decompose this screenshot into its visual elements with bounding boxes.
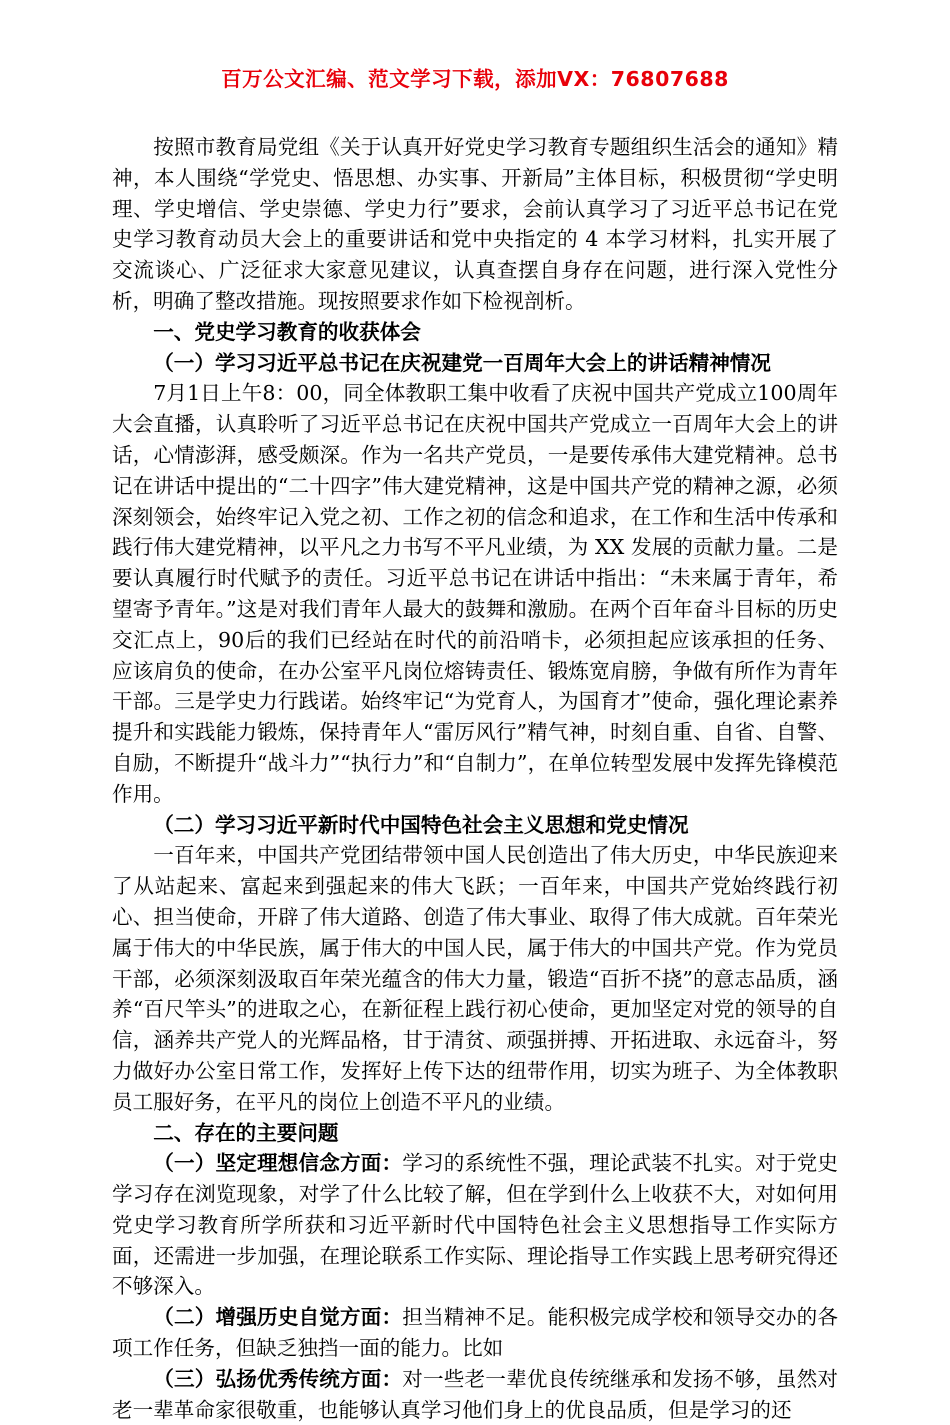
watermark-text: 百万公文汇编、范文学习下载，添加VX：76807688 [221,67,729,91]
paragraph-2-2-text: 担当精神不足。能积极完成学校和领导交办的各项工作任务，但缺乏独挡一面的能力。比如 [112,1305,839,1361]
heading-section-1: 一、党史学习教育的收获体会 [153,319,421,344]
paragraph-1-1: 7月1日上午8：00，同全体教职工集中收看了庆祝中国共产党成立100周年大会直播，认真聆听了习近平总书记在庆祝中国共产党成立一百周年大会上的讲话，心情澎湃，感受颇深。作为一名共产党员，一是要传承伟大建党精神。总书记在讲话中提出的“二十四字”伟大建党精神，这是中国共产党的精神之源，必须深刻领会，始终牢记入党之初、工作之初的信念和追求，在工作和生活中传承和践行伟大建党精神，以平凡之力书写不平凡业绩，为 XX 发展的贡献力量。二是要认真履行时代赋予的责任。习近平总书记在讲话中指出：“未来属于青年，希望寄予青年。”这是对我们青年人最大的鼓舞和激励。在两个百年奋斗目标的历史交汇点上，90后的我们已经站在时代的前沿哨卡，必须担起应该承担的任务、应该肩负的使命，在办公室平凡岗位熔铸责任、锻炼宽肩膀，争做有所作为青年干部。三是学史力行践诺。始终牢记“为党育人，为国育才”使命，强化理论素养提升和实践能力锻炼，保持青年人“雷厉风行”精气神，时刻自重、自省、自警、自励，不断提升“战斗力”“执行力”和“自制力”，在单位转型发展中发挥先锋模范作用。 [112,381,838,806]
document-body [112,132,838,1425]
paragraph-1-2: 一百年来，中国共产党团结带领中国人民创造出了伟大历史，中华民族迎来了从站起来、富起来到强起来的伟大飞跃；一百年来，中国共产党始终践行初心、担当使命，开辟了伟大道路、创造了伟大事业、取得了伟大成就。百年荣光属于伟大的中华民族，属于伟大的中国人民，属于伟大的中国共产党。作为党员干部，必须深刻汲取百年荣光蕴含的伟大力量，锻造“百折不挠”的意志品质，涵养“百尺竿头”的进取之心，在新征程上践行初心使命，更加坚定对党的领导的自信，涵养共产党人的光辉品格，甘于清贫、顽强拼搏、开拓进取、永远奋斗，努力做好办公室日常工作，发挥好上传下达的纽带作用，切实为班子、为全体教职员工服好务，在平凡的岗位上创造不平凡的业绩。 [112,843,838,1114]
paragraph-2-3 [112,1364,838,1425]
paragraph-2-2 [112,1302,838,1364]
subheading-section-1-2: （二）学习习近平新时代中国特色社会主义思想和党史情况 [153,812,689,837]
heading-section-2: 二、存在的主要问题 [153,1120,339,1145]
paragraph-2-1-lead: （一）坚定理想信念方面： [153,1151,403,1176]
paragraph-2-3-lead: （三）弘扬优秀传统方面： [153,1366,403,1391]
paragraph-2-1 [112,1148,838,1302]
paragraph-intro: 按照市教育局党组《关于认真开好党史学习教育专题组织生活会的通知》精神，本人围绕“学党史、悟思想、办实事、开新局”主体目标，积极贯彻“学史明理、学史增信、学史崇德、学史力行”要求，会前认真学习了习近平总书记在党史学习教育动员大会上的重要讲话和党中央指定的 4 本学习材料，扎实开展了交流谈心、广泛征求大家意见建议，认真查摆自身存在问题，进行深入党性分析，明确了整改措施。现按照要求作如下检视剖析。 [112,135,838,313]
paragraph-2-3-text: 对一些老一辈优良传统继承和发扬不够，虽然对老一辈革命家很敬重，也能够认真学习他们身上的优良品质，但是学习的还 [112,1366,839,1422]
document-page [0,62,950,1422]
subheading-section-1-1: （一）学习习近平总书记在庆祝建党一百周年大会上的讲话精神情况 [153,350,771,375]
paragraph-2-2-lead: （二）增强历史自觉方面： [153,1305,403,1330]
paragraph-2-1-text: 学习的系统性不强，理论武装不扎实。对于党史学习存在浏览现象，对学了什么比较了解，但在学到什么上收获不大，对如何用党史学习教育所学所获和习近平新时代中国特色社会主义思想指导工作实际方面，还需进一步加强，在理论联系工作实际、理论指导工作实践上思考研究得还不够深入。 [112,1151,839,1299]
